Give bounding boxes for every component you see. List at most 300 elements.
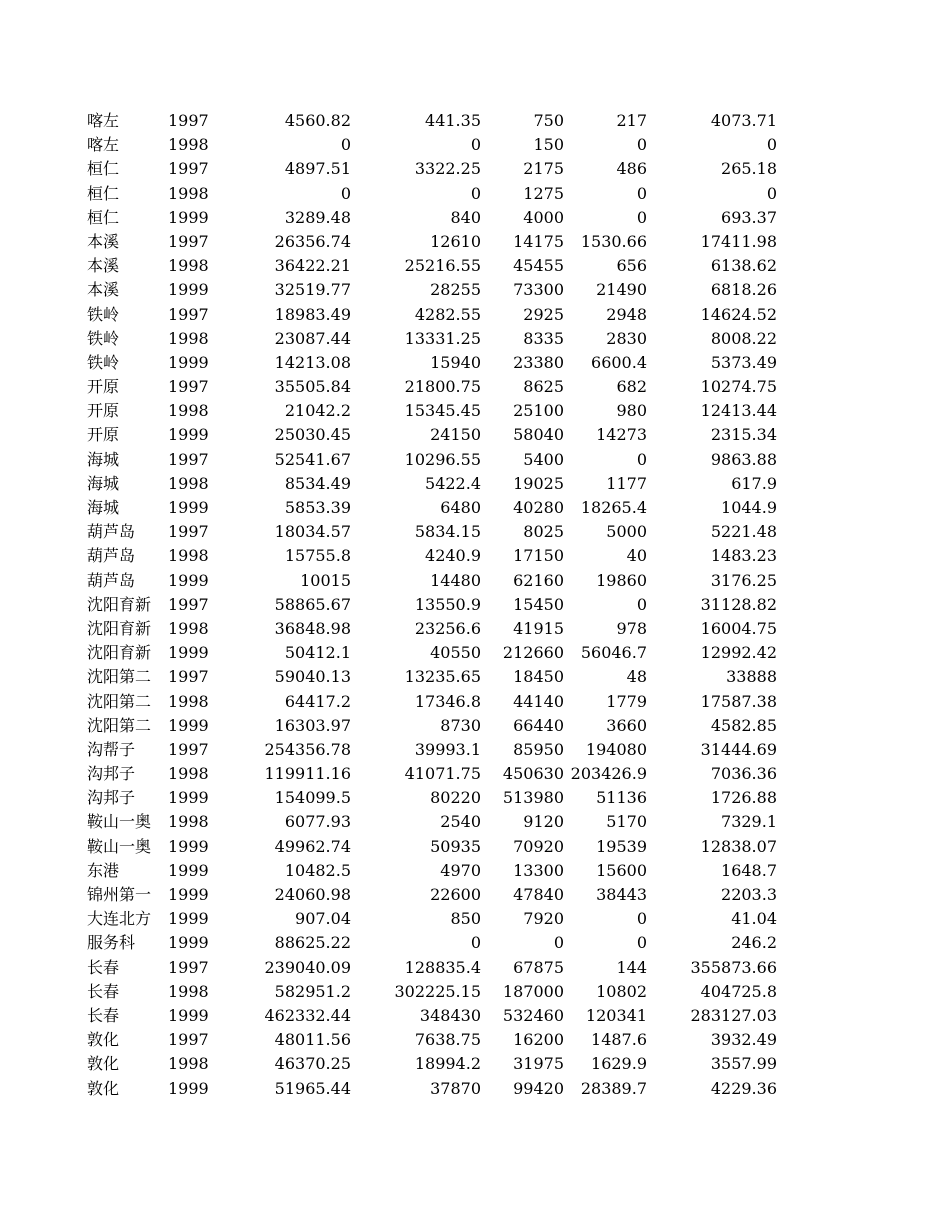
value3-cell: 44140 bbox=[513, 691, 564, 711]
year-cell: 1997 bbox=[168, 594, 209, 614]
value3-cell: 45455 bbox=[513, 256, 564, 276]
table-row bbox=[0, 956, 950, 980]
value4-cell: 682 bbox=[616, 377, 647, 397]
table-row bbox=[0, 520, 950, 544]
value5-cell: 1648.7 bbox=[721, 860, 777, 880]
value3-cell: 4000 bbox=[523, 207, 564, 227]
value3-cell: 2925 bbox=[523, 304, 564, 324]
table-row bbox=[0, 399, 950, 423]
table-row bbox=[0, 254, 950, 278]
value4-cell: 5000 bbox=[606, 522, 647, 542]
value2-cell: 8730 bbox=[440, 715, 481, 735]
value5-cell: 6818.26 bbox=[710, 280, 777, 300]
year-cell: 1998 bbox=[168, 981, 209, 1001]
value3-cell: 7920 bbox=[523, 909, 564, 929]
table-row bbox=[0, 980, 950, 1004]
value1-cell: 16303.97 bbox=[274, 715, 351, 735]
value4-cell: 19860 bbox=[596, 570, 647, 590]
value3-cell: 16200 bbox=[513, 1030, 564, 1050]
value5-cell: 1044.9 bbox=[721, 498, 777, 517]
year-cell: 1999 bbox=[168, 280, 209, 300]
value2-cell: 348430 bbox=[419, 1005, 481, 1025]
table-row bbox=[0, 448, 950, 472]
value1-cell: 239040.09 bbox=[264, 957, 351, 977]
value2-cell: 4240.9 bbox=[425, 546, 481, 566]
year-cell: 1997 bbox=[168, 231, 209, 251]
value3-cell: 750 bbox=[533, 111, 564, 130]
value4-cell: 144 bbox=[616, 957, 647, 977]
year-cell: 1999 bbox=[168, 498, 209, 517]
year-cell: 1998 bbox=[168, 135, 209, 155]
table-row bbox=[0, 109, 950, 133]
value3-cell: 40280 bbox=[513, 498, 564, 517]
value5-cell: 3176.25 bbox=[710, 570, 777, 590]
value2-cell: 15940 bbox=[430, 352, 481, 372]
value3-cell: 58040 bbox=[513, 425, 564, 445]
value5-cell: 4073.71 bbox=[710, 111, 777, 130]
value4-cell: 486 bbox=[616, 159, 647, 179]
value1-cell: 36848.98 bbox=[274, 618, 351, 638]
value5-cell: 2203.3 bbox=[721, 885, 777, 904]
table-row bbox=[0, 278, 950, 302]
table-row bbox=[0, 133, 950, 157]
value1-cell: 5853.39 bbox=[284, 498, 351, 517]
value4-cell: 0 bbox=[636, 933, 647, 953]
value3-cell: 13300 bbox=[513, 860, 564, 880]
value1-cell: 154099.5 bbox=[274, 788, 351, 808]
table-row bbox=[0, 157, 950, 181]
year-cell: 1998 bbox=[168, 691, 209, 711]
unit-name-cell: 铁岭 bbox=[87, 328, 120, 348]
value4-cell: 1487.6 bbox=[591, 1030, 647, 1050]
unit-name-cell: 葫芦岛 bbox=[87, 546, 136, 566]
value2-cell: 4970 bbox=[440, 860, 481, 880]
value1-cell: 48011.56 bbox=[274, 1030, 351, 1050]
value1-cell: 8534.49 bbox=[284, 473, 351, 493]
value5-cell: 17411.98 bbox=[700, 231, 777, 251]
unit-name-cell: 本溪 bbox=[87, 231, 120, 251]
unit-name-cell: 喀左 bbox=[87, 135, 120, 155]
unit-name-cell: 沈阳育新 bbox=[87, 643, 152, 663]
value5-cell: 3932.49 bbox=[710, 1030, 777, 1050]
value3-cell: 23380 bbox=[513, 352, 564, 372]
value4-cell: 56046.7 bbox=[580, 643, 647, 663]
value4-cell: 0 bbox=[636, 135, 647, 155]
value2-cell: 41071.75 bbox=[404, 764, 481, 784]
year-cell: 1998 bbox=[168, 183, 209, 203]
value4-cell: 10802 bbox=[596, 981, 647, 1001]
table-row bbox=[0, 665, 950, 689]
table-row bbox=[0, 230, 950, 254]
value1-cell: 14213.08 bbox=[274, 352, 351, 372]
unit-name-cell: 长春 bbox=[87, 957, 120, 977]
table-row bbox=[0, 1052, 950, 1076]
value4-cell: 38443 bbox=[596, 885, 647, 904]
value2-cell: 15345.45 bbox=[404, 401, 481, 421]
table-row bbox=[0, 375, 950, 399]
value5-cell: 10274.75 bbox=[700, 377, 777, 397]
value5-cell: 1483.23 bbox=[710, 546, 777, 566]
value4-cell: 14273 bbox=[596, 425, 647, 445]
value1-cell: 32519.77 bbox=[274, 280, 351, 300]
table-row bbox=[0, 206, 950, 230]
value1-cell: 23087.44 bbox=[274, 328, 351, 348]
value3-cell: 14175 bbox=[513, 231, 564, 251]
year-cell: 1998 bbox=[168, 546, 209, 566]
value2-cell: 0 bbox=[470, 135, 481, 155]
table-row bbox=[0, 907, 950, 931]
value3-cell: 187000 bbox=[502, 981, 564, 1001]
table-row bbox=[0, 327, 950, 351]
value5-cell: 693.37 bbox=[721, 207, 777, 227]
value3-cell: 1275 bbox=[523, 183, 564, 203]
value3-cell: 31975 bbox=[513, 1054, 564, 1074]
year-cell: 1999 bbox=[168, 207, 209, 227]
value4-cell: 51136 bbox=[596, 788, 647, 808]
value1-cell: 119911.16 bbox=[264, 764, 351, 784]
value2-cell: 5422.4 bbox=[425, 473, 481, 493]
value1-cell: 36422.21 bbox=[274, 256, 351, 276]
value2-cell: 22600 bbox=[430, 885, 481, 904]
value4-cell: 0 bbox=[636, 207, 647, 227]
value5-cell: 5373.49 bbox=[710, 352, 777, 372]
year-cell: 1998 bbox=[168, 764, 209, 784]
year-cell: 1997 bbox=[168, 304, 209, 324]
value4-cell: 120341 bbox=[585, 1005, 647, 1025]
value1-cell: 18983.49 bbox=[274, 304, 351, 324]
value2-cell: 40550 bbox=[430, 643, 481, 663]
unit-name-cell: 海城 bbox=[87, 498, 120, 517]
value5-cell: 4229.36 bbox=[710, 1078, 777, 1098]
unit-name-cell: 大连北方 bbox=[87, 909, 152, 929]
year-cell: 1999 bbox=[168, 909, 209, 929]
value1-cell: 0 bbox=[340, 135, 351, 155]
value4-cell: 217 bbox=[616, 111, 647, 130]
unit-name-cell: 沈阳育新 bbox=[87, 594, 152, 614]
unit-name-cell: 开原 bbox=[87, 425, 120, 445]
value3-cell: 9120 bbox=[523, 812, 564, 832]
value1-cell: 25030.45 bbox=[274, 425, 351, 445]
table-row bbox=[0, 738, 950, 762]
unit-name-cell: 敦化 bbox=[87, 1054, 120, 1074]
value1-cell: 4897.51 bbox=[284, 159, 351, 179]
value4-cell: 1629.9 bbox=[591, 1054, 647, 1074]
value5-cell: 16004.75 bbox=[700, 618, 777, 638]
value4-cell: 15600 bbox=[596, 860, 647, 880]
table-row bbox=[0, 931, 950, 955]
value1-cell: 58865.67 bbox=[274, 594, 351, 614]
year-cell: 1998 bbox=[168, 256, 209, 276]
unit-name-cell: 鞍山一奥 bbox=[87, 812, 152, 832]
value2-cell: 3322.25 bbox=[414, 159, 481, 179]
value5-cell: 17587.38 bbox=[700, 691, 777, 711]
value5-cell: 12992.42 bbox=[700, 643, 777, 663]
year-cell: 1997 bbox=[168, 111, 209, 130]
table-row bbox=[0, 1028, 950, 1052]
value1-cell: 10015 bbox=[300, 570, 351, 590]
value2-cell: 128835.4 bbox=[404, 957, 481, 977]
value4-cell: 978 bbox=[616, 618, 647, 638]
value4-cell: 18265.4 bbox=[580, 498, 647, 517]
table-row bbox=[0, 690, 950, 714]
year-cell: 1997 bbox=[168, 522, 209, 542]
value2-cell: 0 bbox=[470, 183, 481, 203]
value1-cell: 3289.48 bbox=[284, 207, 351, 227]
value3-cell: 73300 bbox=[513, 280, 564, 300]
table-row bbox=[0, 303, 950, 327]
table-row bbox=[0, 472, 950, 496]
value3-cell: 47840 bbox=[513, 885, 564, 904]
value2-cell: 80220 bbox=[430, 788, 481, 808]
year-cell: 1999 bbox=[168, 788, 209, 808]
value3-cell: 17150 bbox=[513, 546, 564, 566]
value5-cell: 9863.88 bbox=[710, 449, 777, 469]
value5-cell: 283127.03 bbox=[690, 1005, 777, 1025]
year-cell: 1997 bbox=[168, 667, 209, 687]
value1-cell: 51965.44 bbox=[274, 1078, 351, 1098]
year-cell: 1999 bbox=[168, 860, 209, 880]
value2-cell: 12610 bbox=[430, 231, 481, 251]
value1-cell: 462332.44 bbox=[264, 1005, 351, 1025]
value5-cell: 617.9 bbox=[731, 473, 777, 493]
value4-cell: 28389.7 bbox=[580, 1078, 647, 1098]
value3-cell: 18450 bbox=[513, 667, 564, 687]
value2-cell: 37870 bbox=[430, 1078, 481, 1098]
value2-cell: 0 bbox=[470, 933, 481, 953]
value5-cell: 265.18 bbox=[721, 159, 777, 179]
value5-cell: 41.04 bbox=[731, 909, 777, 929]
value5-cell: 14624.52 bbox=[700, 304, 777, 324]
unit-name-cell: 桓仁 bbox=[87, 207, 120, 227]
value5-cell: 0 bbox=[766, 183, 777, 203]
value2-cell: 13235.65 bbox=[404, 667, 481, 687]
unit-name-cell: 锦州第一 bbox=[87, 885, 152, 904]
value3-cell: 25100 bbox=[513, 401, 564, 421]
value1-cell: 15755.8 bbox=[284, 546, 351, 566]
value3-cell: 41915 bbox=[513, 618, 564, 638]
value3-cell: 8335 bbox=[523, 328, 564, 348]
value5-cell: 12413.44 bbox=[700, 401, 777, 421]
unit-name-cell: 沈阳育新 bbox=[87, 618, 152, 638]
year-cell: 1998 bbox=[168, 401, 209, 421]
table-row bbox=[0, 859, 950, 883]
value2-cell: 850 bbox=[450, 909, 481, 929]
year-cell: 1998 bbox=[168, 618, 209, 638]
value4-cell: 1779 bbox=[606, 691, 647, 711]
value5-cell: 5221.48 bbox=[710, 522, 777, 542]
table-row bbox=[0, 835, 950, 859]
table-row bbox=[0, 810, 950, 834]
value5-cell: 0 bbox=[766, 135, 777, 155]
value4-cell: 0 bbox=[636, 594, 647, 614]
value3-cell: 2175 bbox=[523, 159, 564, 179]
value1-cell: 254356.78 bbox=[264, 739, 351, 759]
year-cell: 1997 bbox=[168, 449, 209, 469]
value4-cell: 0 bbox=[636, 449, 647, 469]
value3-cell: 66440 bbox=[513, 715, 564, 735]
value1-cell: 10482.5 bbox=[284, 860, 351, 880]
year-cell: 1999 bbox=[168, 933, 209, 953]
table-row bbox=[0, 641, 950, 665]
year-cell: 1997 bbox=[168, 957, 209, 977]
table-row bbox=[0, 883, 950, 907]
unit-name-cell: 长春 bbox=[87, 1005, 120, 1025]
unit-name-cell: 东港 bbox=[87, 860, 120, 880]
value2-cell: 441.35 bbox=[425, 111, 481, 130]
value1-cell: 49962.74 bbox=[274, 836, 351, 856]
value2-cell: 25216.55 bbox=[404, 256, 481, 276]
value1-cell: 52541.67 bbox=[274, 449, 351, 469]
year-cell: 1999 bbox=[168, 1078, 209, 1098]
unit-name-cell: 长春 bbox=[87, 981, 120, 1001]
year-cell: 1999 bbox=[168, 570, 209, 590]
value3-cell: 19025 bbox=[513, 473, 564, 493]
value4-cell: 1177 bbox=[606, 473, 647, 493]
value4-cell: 0 bbox=[636, 909, 647, 929]
year-cell: 1997 bbox=[168, 159, 209, 179]
unit-name-cell: 桓仁 bbox=[87, 159, 120, 179]
unit-name-cell: 开原 bbox=[87, 401, 120, 421]
table-row bbox=[0, 351, 950, 375]
value4-cell: 3660 bbox=[606, 715, 647, 735]
value3-cell: 532460 bbox=[502, 1005, 564, 1025]
value3-cell: 85950 bbox=[513, 739, 564, 759]
value5-cell: 8008.22 bbox=[710, 328, 777, 348]
value5-cell: 7036.36 bbox=[710, 764, 777, 784]
year-cell: 1997 bbox=[168, 739, 209, 759]
value4-cell: 6600.4 bbox=[591, 352, 647, 372]
value4-cell: 0 bbox=[636, 183, 647, 203]
value3-cell: 212660 bbox=[502, 643, 564, 663]
value4-cell: 203426.9 bbox=[570, 764, 647, 784]
value3-cell: 0 bbox=[553, 933, 564, 953]
value5-cell: 7329.1 bbox=[721, 812, 777, 832]
value1-cell: 46370.25 bbox=[274, 1054, 351, 1074]
value5-cell: 31444.69 bbox=[700, 739, 777, 759]
table-row bbox=[0, 786, 950, 810]
value3-cell: 8025 bbox=[523, 522, 564, 542]
value2-cell: 50935 bbox=[430, 836, 481, 856]
value4-cell: 194080 bbox=[585, 739, 647, 759]
value5-cell: 404725.8 bbox=[700, 981, 777, 1001]
value1-cell: 582951.2 bbox=[274, 981, 351, 1001]
value2-cell: 4282.55 bbox=[414, 304, 481, 324]
year-cell: 1997 bbox=[168, 377, 209, 397]
value5-cell: 31128.82 bbox=[700, 594, 777, 614]
unit-name-cell: 海城 bbox=[87, 449, 120, 469]
value5-cell: 246.2 bbox=[731, 933, 777, 953]
value2-cell: 2540 bbox=[440, 812, 481, 832]
unit-name-cell: 敦化 bbox=[87, 1078, 120, 1098]
value2-cell: 5834.15 bbox=[414, 522, 481, 542]
value1-cell: 6077.93 bbox=[284, 812, 351, 832]
value4-cell: 21490 bbox=[596, 280, 647, 300]
value1-cell: 64417.2 bbox=[284, 691, 351, 711]
value5-cell: 355873.66 bbox=[690, 957, 777, 977]
value1-cell: 18034.57 bbox=[274, 522, 351, 542]
year-cell: 1999 bbox=[168, 425, 209, 445]
unit-name-cell: 铁岭 bbox=[87, 352, 120, 372]
value5-cell: 3557.99 bbox=[710, 1054, 777, 1074]
value1-cell: 907.04 bbox=[295, 909, 351, 929]
value3-cell: 5400 bbox=[523, 449, 564, 469]
value3-cell: 70920 bbox=[513, 836, 564, 856]
unit-name-cell: 本溪 bbox=[87, 256, 120, 276]
year-cell: 1999 bbox=[168, 643, 209, 663]
value2-cell: 17346.8 bbox=[414, 691, 481, 711]
value2-cell: 840 bbox=[450, 207, 481, 227]
value3-cell: 99420 bbox=[513, 1078, 564, 1098]
value5-cell: 33888 bbox=[726, 667, 777, 687]
value4-cell: 2830 bbox=[606, 328, 647, 348]
year-cell: 1998 bbox=[168, 812, 209, 832]
value5-cell: 12838.07 bbox=[700, 836, 777, 856]
value1-cell: 35505.84 bbox=[274, 377, 351, 397]
value3-cell: 15450 bbox=[513, 594, 564, 614]
value4-cell: 980 bbox=[616, 401, 647, 421]
unit-name-cell: 铁岭 bbox=[87, 304, 120, 324]
unit-name-cell: 鞍山一奥 bbox=[87, 836, 152, 856]
value3-cell: 450630 bbox=[502, 764, 564, 784]
value5-cell: 2315.34 bbox=[710, 425, 777, 445]
year-cell: 1998 bbox=[168, 473, 209, 493]
value1-cell: 4560.82 bbox=[284, 111, 351, 130]
value2-cell: 10296.55 bbox=[404, 449, 481, 469]
unit-name-cell: 沟邦子 bbox=[87, 788, 136, 808]
table-row bbox=[0, 1077, 950, 1101]
unit-name-cell: 海城 bbox=[87, 473, 120, 493]
value1-cell: 24060.98 bbox=[274, 885, 351, 904]
value3-cell: 513980 bbox=[502, 788, 564, 808]
unit-name-cell: 喀左 bbox=[87, 111, 120, 130]
unit-name-cell: 本溪 bbox=[87, 280, 120, 300]
year-cell: 1999 bbox=[168, 836, 209, 856]
table-row bbox=[0, 496, 950, 520]
value3-cell: 67875 bbox=[513, 957, 564, 977]
value2-cell: 39993.1 bbox=[414, 739, 481, 759]
value2-cell: 24150 bbox=[430, 425, 481, 445]
year-cell: 1998 bbox=[168, 1054, 209, 1074]
value2-cell: 13331.25 bbox=[404, 328, 481, 348]
table-row bbox=[0, 714, 950, 738]
value3-cell: 150 bbox=[533, 135, 564, 155]
value2-cell: 23256.6 bbox=[414, 618, 481, 638]
unit-name-cell: 服务科 bbox=[87, 933, 136, 953]
year-cell: 1998 bbox=[168, 328, 209, 348]
value2-cell: 7638.75 bbox=[414, 1030, 481, 1050]
table-row bbox=[0, 569, 950, 593]
value4-cell: 5170 bbox=[606, 812, 647, 832]
value4-cell: 2948 bbox=[606, 304, 647, 324]
unit-name-cell: 沈阳第二 bbox=[87, 715, 152, 735]
value4-cell: 656 bbox=[616, 256, 647, 276]
value3-cell: 62160 bbox=[513, 570, 564, 590]
unit-name-cell: 敦化 bbox=[87, 1030, 120, 1050]
unit-name-cell: 沈阳第二 bbox=[87, 691, 152, 711]
value1-cell: 50412.1 bbox=[284, 643, 351, 663]
value2-cell: 28255 bbox=[430, 280, 481, 300]
table-row bbox=[0, 593, 950, 617]
unit-name-cell: 葫芦岛 bbox=[87, 570, 136, 590]
table-row bbox=[0, 182, 950, 206]
year-cell: 1999 bbox=[168, 352, 209, 372]
value1-cell: 26356.74 bbox=[274, 231, 351, 251]
value5-cell: 1726.88 bbox=[710, 788, 777, 808]
value4-cell: 19539 bbox=[596, 836, 647, 856]
unit-name-cell: 沟帮子 bbox=[87, 739, 136, 759]
value4-cell: 1530.66 bbox=[580, 231, 647, 251]
value1-cell: 59040.13 bbox=[274, 667, 351, 687]
